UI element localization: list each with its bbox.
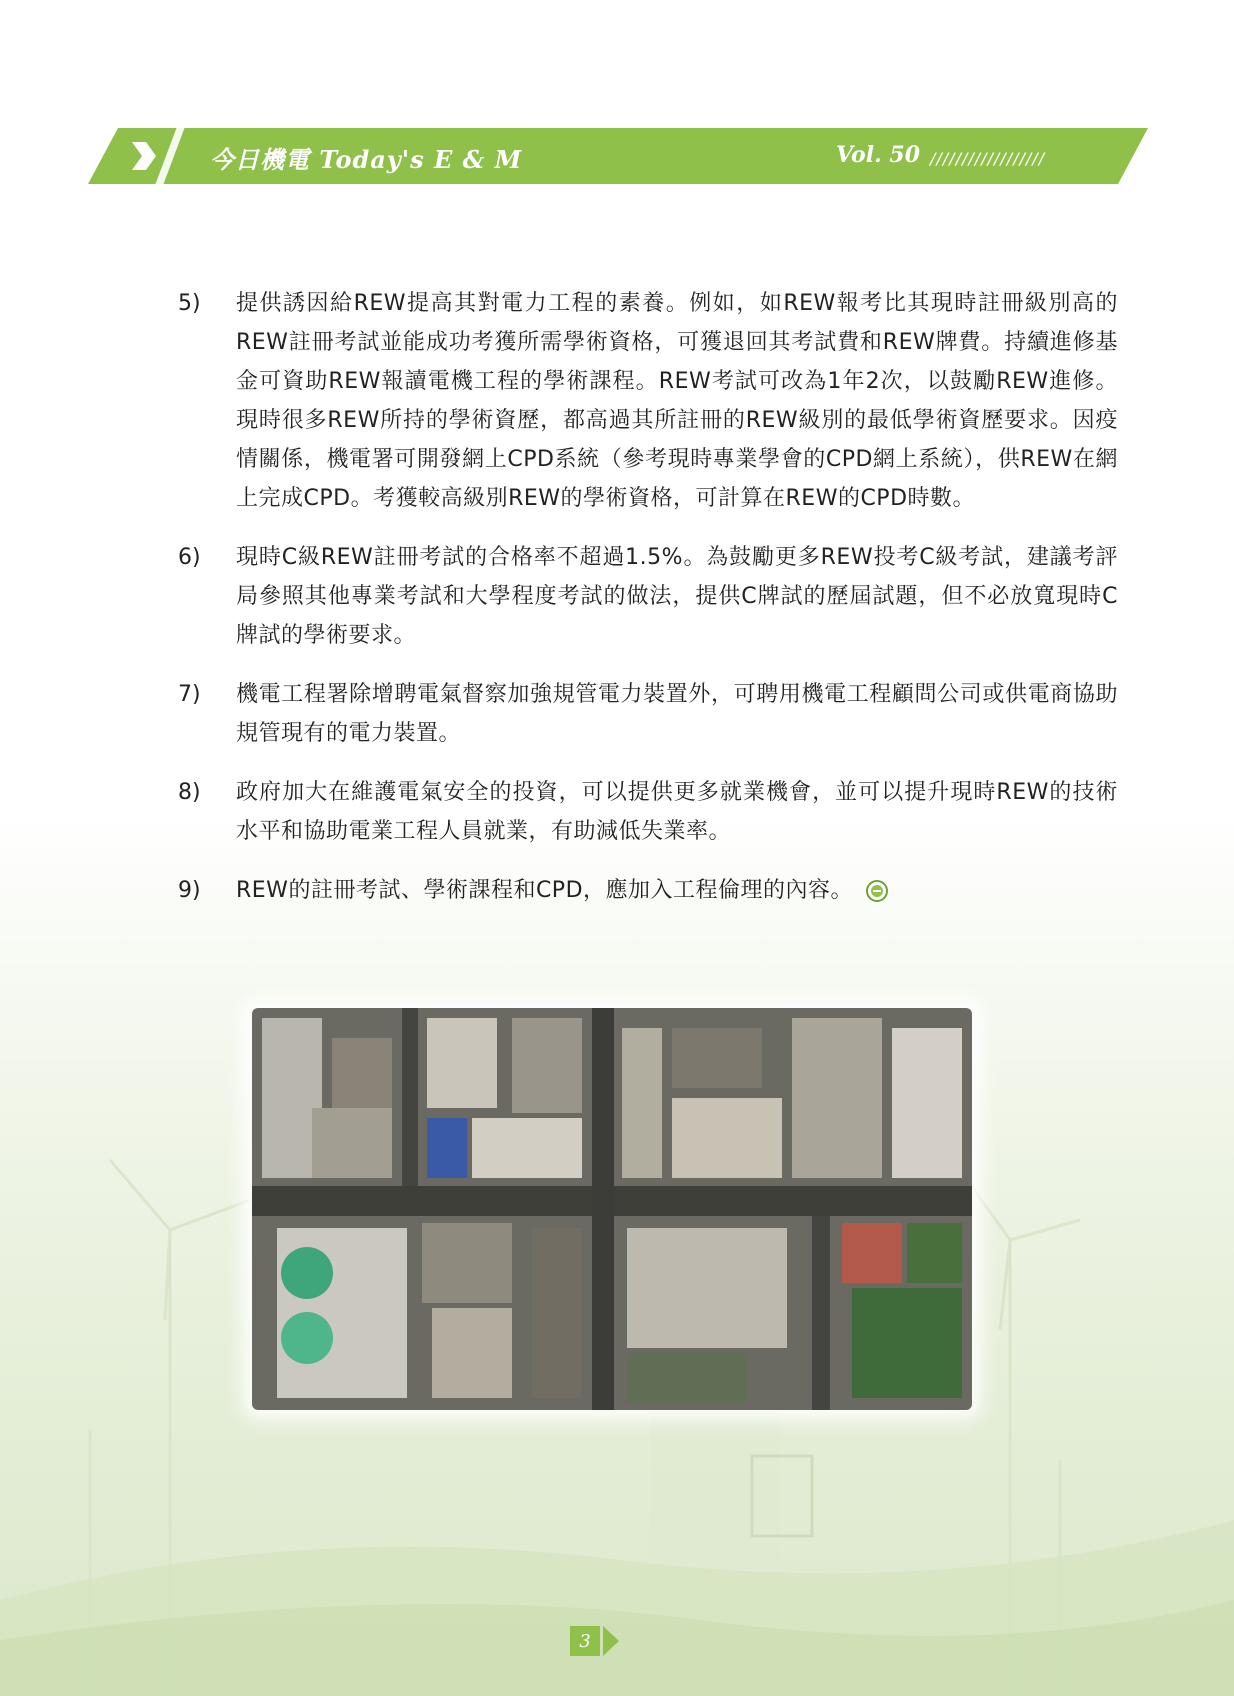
item-text-with-end-mark xyxy=(236,871,1118,910)
item-text: 現時C級REW註冊考試的合格率不超過1.5%。為鼓勵更多REW投考C級考試，建議考評局參照其他專業考試和大學程度考試的做法，提供C牌試的歷屆試題，但不必放寬現時C牌試的學術要求。 xyxy=(236,545,1118,648)
item-number: 7) xyxy=(178,682,201,707)
item-number: 9) xyxy=(178,878,201,903)
item-number: 6) xyxy=(178,545,201,570)
item-number: 8) xyxy=(178,780,201,805)
list-item xyxy=(178,871,1118,910)
item-text: 政府加大在維護電氣安全的投資，可以提供更多就業機會，並可以提升現時REW的技術水平和協助電業工程人員就業，有助減低失業率。 xyxy=(236,780,1118,844)
item-text: 提供誘因給REW提高其對電力工程的素養。例如，如REW報考比其現時註冊級別高的REW註冊考試並能成功考獲所需學術資格，可獲退回其考試費和REW牌費。持續進修基金可資助REW報讀電機工程的學術課程。REW考試可改為1年2次，以鼓勵REW進修。現時很多REW所持的學術資歷，都高過其所註冊的REW級別的最低學術資歷要求。因疫情關係，機電署可開發網上CPD系統（參考現時專業學會的CPD網上系統），供REW在網上完成CPD。考獲較高級別REW的學術資格，可計算在REW的CPD時數。 xyxy=(236,291,1118,511)
item-number: 5) xyxy=(178,291,201,316)
list-item xyxy=(178,284,1118,518)
aerial-city-photo xyxy=(252,1008,972,1410)
list-item xyxy=(178,773,1118,851)
page-number: 3 xyxy=(570,1626,600,1656)
item-text: REW的註冊考試、學術課程和CPD，應加入工程倫理的內容。 xyxy=(236,878,854,903)
volume-label: Vol. 50 xyxy=(836,142,921,168)
list-item xyxy=(178,675,1118,753)
article-list xyxy=(178,284,1118,930)
page-arrow-icon xyxy=(603,1626,619,1656)
item-text: 機電工程署除增聘電氣督察加強規管電力裝置外，可聘用機電工程顧問公司或供電商協助規管現有的電力裝置。 xyxy=(236,682,1118,746)
header-stripes: ////////////////// xyxy=(930,149,1046,168)
list-item xyxy=(178,538,1118,655)
magazine-title: 今日機電 Today's E & M xyxy=(210,145,523,174)
end-of-article-icon xyxy=(865,879,889,903)
